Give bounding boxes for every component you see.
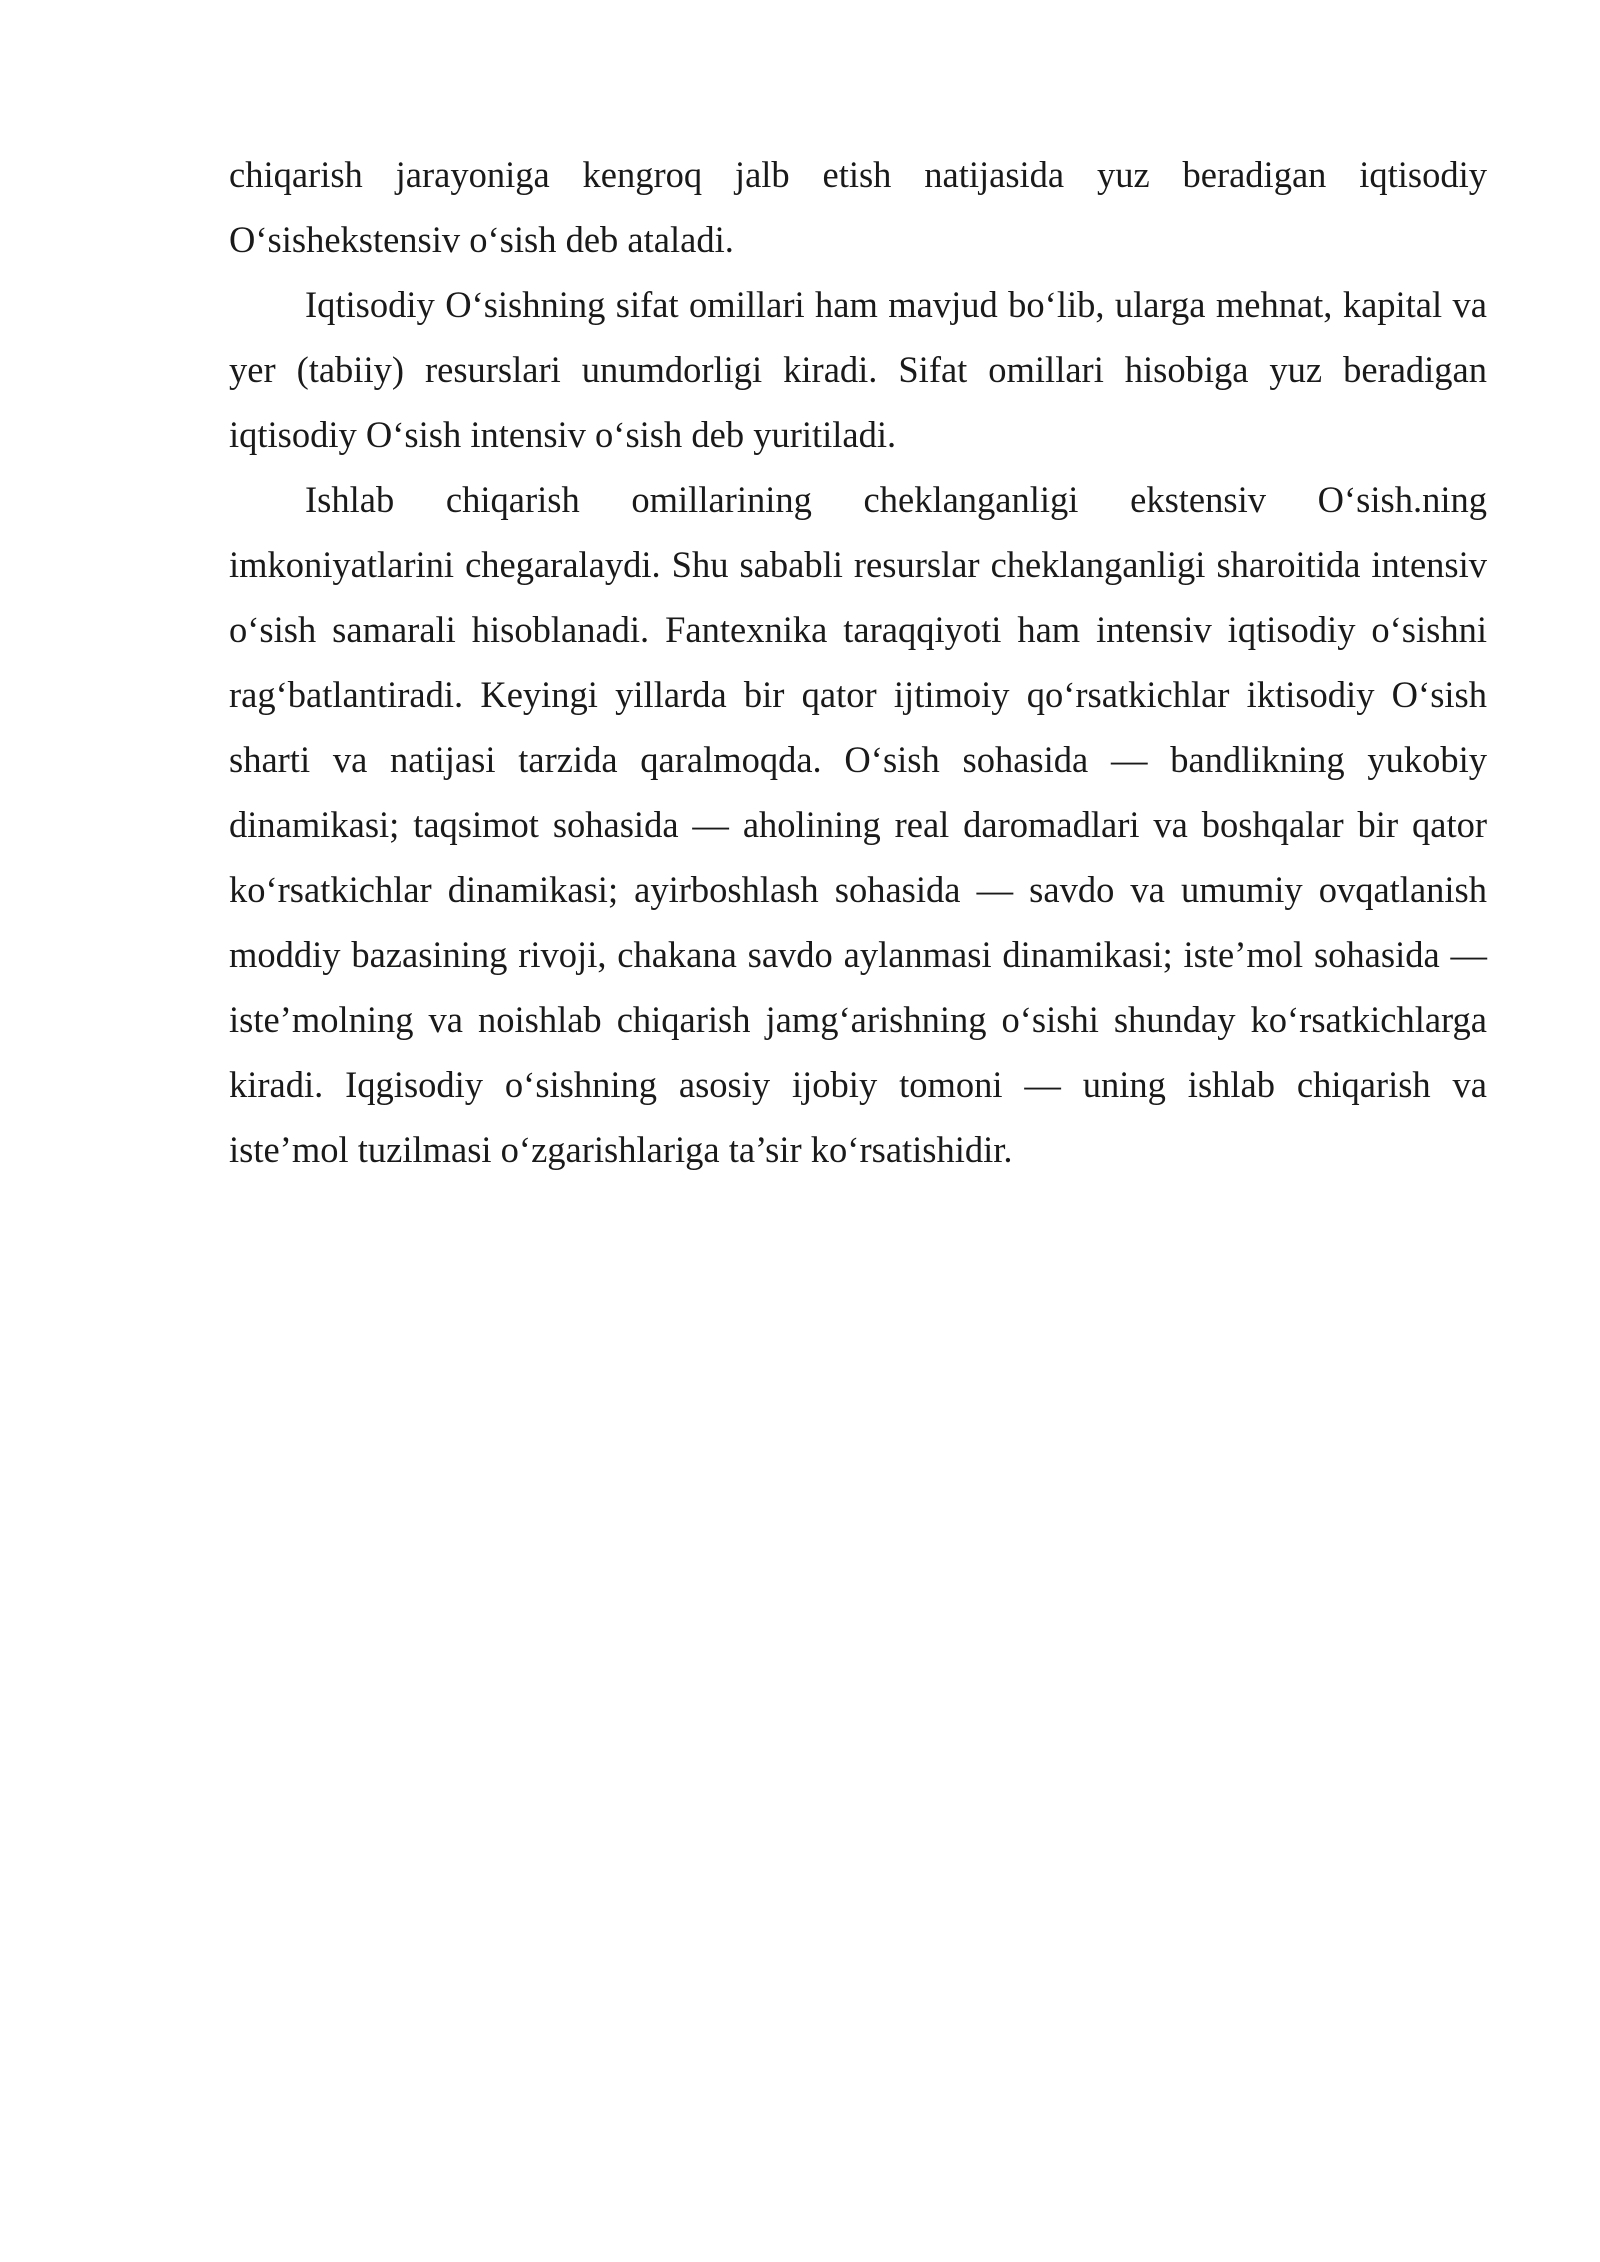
paragraph-continuation: chiqarish jarayoniga kengroq jalb etish natijasida yuz beradigan iqtisodiy O‘sishekstensiv o‘sish deb ataladi. (229, 154, 1487, 260)
body-text (229, 142, 1487, 1182)
paragraph-limited-factors: Ishlab chiqarish omillarining cheklanganligi ekstensiv O‘sish.ning imkoniyatlarini chegaralaydi. Shu sababli resurslar cheklanganligi sharoitida intensiv o‘sish samarali hisoblanadi. Fantexnika taraqqiyoti ham intensiv iqtisodiy o‘sishni rag‘batlantiradi. Keyingi yillarda bir qator ijtimoiy qo‘rsatkichlar iktisodiy O‘sish sharti va natijasi tarzida qaralmoqda. O‘sish sohasida — bandlikning yukobiy dinamikasi; taqsimot sohasida — aholining real daromadlari va boshqalar bir qator ko‘rsatkichlar dinamikasi; ayirboshlash sohasida — savdo va umumiy ovqatlanish moddiy bazasining rivoji, chakana savdo aylanmasi dinamikasi; iste’mol sohasida — iste’molning va noishlab chiqarish jamg‘arishning o‘sishi shunday ko‘rsatkichlarga kiradi. Iqgisodiy o‘sishning asosiy ijobiy tomoni — uning ishlab chiqarish va iste’mol tuzilmasi o‘zgarishlariga ta’sir ko‘rsatishidir. (229, 479, 1487, 1170)
paragraph-quality-factors: Iqtisodiy O‘sishning sifat omillari ham mavjud bo‘lib, ularga mehnat, kapital va yer (tabiiy) resurslari unumdorligi kiradi. Sifat omillari hisobiga yuz beradigan iqtisodiy O‘sish intensiv o‘sish deb yuritiladi. (229, 284, 1487, 455)
